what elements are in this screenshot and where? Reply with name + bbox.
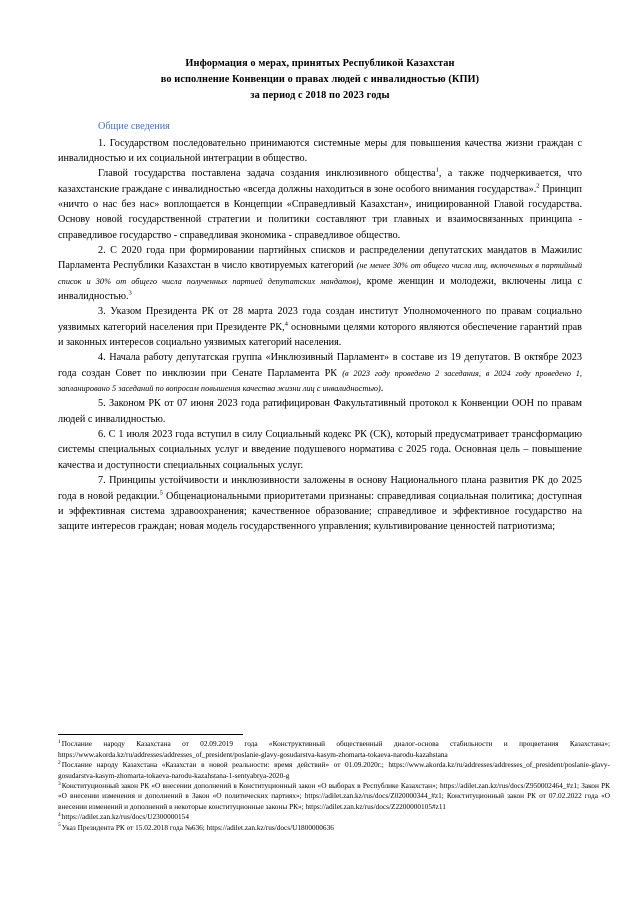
footnote-number-1: 1 — [58, 738, 61, 745]
paragraph-5-part-1: 4. Начала работу депутатская группа «Инклюзивный Парламент» в составе из 19 депутатов. В октябре 2023 года создан Совет по инклюзии при Сенате Парламента РК — [58, 352, 582, 379]
footnote-marker-4[interactable]: 4 — [284, 320, 288, 328]
footnote-text-5: Указ Президента РК от 15.02.2018 года №636; https://adilet.zan.kz/rus/docs/U1800000636 — [61, 822, 334, 832]
paragraph-3-ombudsman — [58, 304, 582, 350]
paragraph-4-inclusive-parliament — [58, 350, 582, 396]
paragraph-5-italic-note: (в 2023 году проведено 2 заседания, в 2024 году проведено 1, запланировано 5 заседаний по вопросам повышения качества жизни лиц с инвалидностью) — [58, 368, 582, 394]
footnote-marker-2[interactable]: 2 — [536, 182, 540, 190]
footnote-marker-5[interactable]: 5 — [159, 489, 163, 497]
footnote-marker-1[interactable]: 1 — [435, 166, 439, 174]
footnote-item-5 — [58, 823, 610, 833]
paragraph-8-part-1: 7. Принципы устойчивости и инклюзивности заложены в основу Национального плана развития РК до 2025 года в новой редакции. — [58, 475, 582, 502]
paragraph-6-text: 5. Законом РК от 07 июня 2023 года ратифицирован Факультативный протокол к Конвенции ООН по правам людей с инвалидностью. — [58, 398, 582, 425]
footnote-number-3: 3 — [58, 780, 61, 787]
paragraph-7-text: 6. С 1 июля 2023 года вступил в силу Социальный кодекс РК (СК), который предусматривает трансформацию системы специальных социальных услуг и введение подушевого норматива с 2025 года. Основная цель – повышение качества и доступности специальных социальных услуг. — [58, 429, 582, 471]
paragraph-1 — [58, 136, 582, 167]
paragraph-7-national-plan — [58, 473, 582, 534]
paragraph-4-part-2: основными целями которого являются обеспечение гарантий прав и законных интересов социально уязвимых категорий населения. — [58, 321, 582, 349]
paragraph-5-optional-protocol — [58, 396, 582, 427]
page-title-line-1: Информация о мерах, принятых Республикой Казахстан — [185, 58, 455, 69]
page-title-line-2: во исполнение Конвенции о правах людей с инвалидностью (КПИ) — [160, 74, 480, 86]
paragraph-3-part-2: , кроме женщин и молодежи, включены лица с инвалидностью. — [58, 275, 582, 303]
paragraph-8-part-2: Общенациональными приоритетами признаны: справедливая социальная политика; доступная и эффективная система здравоохранения; качественное образование; справедливое и эффективное государство на защите интересов граждан; новая модель государственного управления; культивирование ценностей патриотизма; — [58, 490, 582, 533]
paragraph-3-italic-note: (не менее 30% от общего числа лиц, включенных в партийный список и 30% от общего числа полученных партией депутатских мандатов) — [58, 261, 582, 286]
paragraph-2-party-lists — [58, 243, 582, 304]
footnotes-section — [58, 734, 610, 833]
footnote-number-4: 4 — [58, 811, 61, 818]
footnote-number-5: 5 — [58, 822, 61, 829]
footnote-text-2: Послание народу Казахстана «Казахстан в новой реальности: время действий» от 01.09.2020г.; https://www.akorda.kz/ru/addresses/addresses_of_president/poslanie-glavy-gosudarstva-kasym-zhomarta-tokaeva-narodu-kazahstana-1-sentyabrya-2020-g — [58, 760, 610, 780]
paragraph-2-part-2: , а также подчеркивается, что казахстанские граждане с инвалидностью «всегда должны находиться в зоне особого внимания государства». — [58, 168, 582, 195]
paragraph-2-part-3: Принцип «ничто о нас без нас» воплощается в Концепции «Справедливый Казахстан», инициированной Главой государства. Основу новой государственной стратегии и политики составляют три главных и взаимосвязанных принципа - справедливое государство - справедливая экономика - справедливое общество. — [58, 183, 582, 241]
footnote-marker-3[interactable]: 3 — [128, 289, 132, 297]
paragraph-4-part-1: 3. Указом Президента РК от 28 марта 2023 года создан институт Уполномоченного по правам социально уязвимых категорий населения при Президенте РК, — [58, 306, 582, 333]
body-content — [58, 136, 582, 535]
paragraph-intro-inclusive-society — [58, 166, 582, 243]
paragraph-5-part-2: . — [380, 383, 384, 395]
paragraph-6-social-code — [58, 427, 582, 473]
footnote-number-2: 2 — [58, 759, 61, 766]
footnote-separator-rule — [58, 734, 243, 735]
paragraph-1-text: 1. Государством последовательно принимаются системные меры для повышения качества жизни граждан с инвалидностью и их социальной интеграции в общество. — [58, 137, 582, 164]
paragraph-2-part-1: Главой государства поставлена задача создания инклюзивного общества — [98, 168, 436, 180]
footnote-item-2 — [58, 760, 610, 781]
footnote-item-1 — [58, 739, 610, 760]
footnote-text-4: https://adilet.zan.kz/rus/docs/U2300000154 — [61, 812, 189, 822]
paragraph-3-part-1: 2. С 2020 года при формировании партийных списков и распределении депутатских мандатов в Мажилис Парламента Республики Казахстан в число квотируемых категорий — [58, 245, 582, 272]
footnote-text-3: Конституционный закон РК «О внесении дополнений в Конституционный закон «О выборах в Республике Казахстан»; https://adilet.zan.kz/rus/docs/Z950002464_#z1; Закон РК «О внесении изменения и дополнений в Закон «О политических партиях»; https://adilet.zan.kz/rus/docs/Z020000344_#z1; Конституционный закон РК от 07.02.2022 года «О внесении изменений и дополнений в некоторые конституционные законы РК»; https://adilet.zan.kz/rus/docs/Z2200000105#z11 — [58, 780, 610, 811]
section-heading-general-info: Общие сведения — [98, 120, 170, 132]
footnote-item-3 — [58, 781, 610, 812]
page-title — [58, 56, 582, 105]
footnote-item-4 — [58, 812, 610, 822]
footnote-text-1: Послание народу Казахстана от 02.09.2019 года «Конструктивный общественный диалог-основа стабильности и процветания Казахстана»; https://www.akorda.kz/ru/addresses/addresses_of_president/poslanie-glavy-gosudarstva-kasym-zhomarta-tokaeva-narodu-kazahstana — [58, 739, 610, 759]
page-title-line-3: за период с 2018 по 2023 годы — [250, 90, 390, 102]
